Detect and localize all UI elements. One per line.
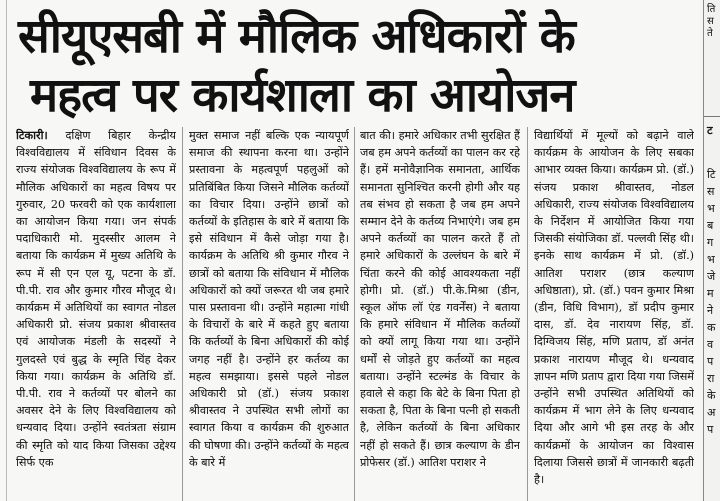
column-3-text: बात की। हमारे अधिकार तभी सुरक्षित हैं जब हम अपने कर्तव्यों का पालन कर रहे हैं। हमें मनोवैज्ञानिक समानता, आर्थिक समानता सुनिश्चित करनी होगी और यह तब संभव हो सकता है जब हम अपने सम्मान देने के कर्तव्य निभाएंगे। जब हम अपने कर्तव्यों का पालन करते हैं तो हमारे अधिकारों के उल्लंघन के बारे में चिंता करने की कोई आवश्यकता नहीं होगी। प्रो. (डॉ.) पी.के.मिश्रा (डीन, स्कूल ऑफ लॉ एंड गवर्नेंस) ने बताया कि हमारे संविधान में मौलिक कर्तव्यों को क्यों लागू किया गया था। उन्होंने धर्मों से जोड़ते हुए कर्तव्यों का महत्व बताया। उन्होंने स्टल्मंड के विचार के हवाले से कहा कि बेटे के बिना पिता हो सकता है, पिता के बिना पत्नी हो सकती है, लेकिन कर्तव्यों के बिना अधिकार नहीं हो सकते हैं। छात्र कल्याण के डीन प्रोफेसर (डॉ.) आतिश पराशर ने — [360, 129, 520, 469]
adjacent-divider — [704, 116, 720, 117]
adjacent-heading: ट — [707, 124, 713, 137]
adjacent-body-line: के — [707, 389, 716, 402]
adjacent-body-line: रा — [707, 372, 715, 385]
adjacent-body-line: म — [707, 287, 714, 300]
page-left-edge — [0, 0, 7, 501]
column-divider — [354, 127, 355, 501]
article-column-4 — [534, 127, 694, 501]
adjacent-body-line: ने — [707, 304, 714, 317]
adjacent-body-line: व — [707, 338, 714, 351]
article-column-2 — [189, 127, 349, 501]
column-2-text: मुक्त समाज नहीं बल्कि एक न्यायपूर्ण समाज की स्थापना करना था। उन्होंने प्रस्तावना के महत्वपूर्ण पहलुओं को प्रतिबिंबित किया जिसने मौलिक कर्तव्यों का विचार दिया। उन्होंने छात्रों को कर्तव्यों के इतिहास के बारे में बताया कि इसे संविधान में कैसे जोड़ा गया है। कार्यक्रम के अतिथि श्री कुमार गौरव ने छात्रों को बताया कि संविधान में मौलिक अधिकारों को क्यों जरूरत थी जब हमारे पास प्रस्तावना थी। उन्होंने महात्मा गांधी के विचारों के बारे में कहते हुए बताया कि कर्तव्यों के बिना अधिकारों की कोई जगह नहीं है। उन्होंने हर कर्तव्य का महत्व समझाया। इससे पहले नोडल अधिकारी प्रो (डॉ.) संजय प्रकाश श्रीवास्तव ने उपस्थित सभी लोगों का स्वागत किया व कार्यक्रम की शुरुआत की घोषणा की। उन्होंने कर्तव्यों के महत्व के बारे में — [189, 129, 349, 469]
adjacent-body-line: जे — [707, 270, 716, 283]
adjacent-body-line: प — [707, 423, 714, 436]
adjacent-top-fragment — [707, 4, 720, 40]
article-body — [16, 127, 698, 501]
adjacent-body-fragment — [707, 166, 720, 438]
column-4-text: विद्यार्थियों में मूल्यों को बढ़ाने वाले कार्यक्रम के आयोजन के लिए सबका आभार व्यक्त किया। कार्यक्रम प्रो. (डॉ.) संजय प्रकाश श्रीवास्तव, नोडल अधिकारी, राज्य संयोजक विश्वविद्यालय के निर्देशन में आयोजित किया गया जिसकी संयोजिका डॉ. पल्लवी सिंह थी। इनके साथ कार्यक्रम में प्रो. (डॉ.) आतिश पराशर (छात्र कल्याण अधिष्ठाता), प्रो. (डॉ.) पवन कुमार मिश्रा (डीन, विधि विभाग), डॉ प्रदीप कुमार दास, डॉ. देव नारायण सिंह, डॉ. दिग्विजय सिंह, मणि प्रताप, डॉ अनंत प्रकाश नारायण मौजूद थे। धन्यवाद ज्ञापन मणि प्रताप द्वारा दिया गया जिसमें उन्होंने सभी उपस्थित अतिथियों को कार्यक्रम में भाग लेने के लिए धन्यवाद दिया और आगे भी इस तरह के और कार्यक्रमों के आयोजन का विश्वास दिलाया जिससे छात्रों में जानकारी बढ़ती है। — [534, 129, 694, 487]
adjacent-body-line: प — [707, 355, 714, 368]
headline-line-1: सीयूएसबी में मौलिक अधिकारों के — [18, 9, 575, 64]
column-divider — [527, 127, 528, 501]
adjacent-body-line: क — [707, 321, 716, 334]
adjacent-body-line: भ — [707, 202, 715, 215]
adjacent-body-line: स — [707, 185, 715, 198]
article-column-3 — [360, 127, 520, 501]
headline-line-2: महत्व पर कार्यशाला का आयोजन — [30, 68, 575, 123]
adjacent-body-line: भ — [707, 253, 715, 266]
adjacent-article-strip — [703, 0, 720, 501]
adjacent-top-line: ते — [707, 28, 713, 39]
adjacent-body-line: टि — [707, 168, 716, 181]
adjacent-top-line: स — [707, 16, 714, 27]
column-1-text: दक्षिण बिहार केन्द्रीय विश्वविद्यालय में संविधान दिवस के राज्य संयोजक विश्वविद्यालय के रूप में मौलिक अधिकारों का महत्व विषय पर गुरुवार, 20 फरवरी को एक कार्यशाला का आयोजन किया गया। जन संपर्क पदाधिकारी मो. मुदस्सीर आलम ने बताया कि कार्यक्रम में मुख्य अतिथि के रूप में सी एन एल यू, पटना के डॉ. पी.पी. राव और कुमार गौरव मौजूद थे। कार्यक्रम में अतिथियों का स्वागत नोडल अधिकारी प्रो. संजय प्रकाश श्रीवास्तव एवं आयोजक मंडली के सदस्यों ने गुलदस्ते एवं बुद्ध के स्मृति चिंह देकर किया गया। कार्यक्रम के अतिथि डॉ. पी.पी. राव ने कर्तव्यों पर बोलने का अवसर देने के लिए विश्वविद्यालय को धन्यवाद दिया। उन्होंने स्वतंत्रता संग्राम की स्मृति को याद किया जिसका उद्देश्य सिर्फ एक — [16, 129, 176, 469]
adjacent-body-line: अ — [707, 406, 716, 419]
dateline: टिकारी। — [16, 128, 48, 142]
adjacent-body-line: ब — [707, 219, 714, 232]
article-column-1 — [16, 127, 176, 501]
adjacent-body-line: ग — [707, 236, 714, 249]
column-divider — [182, 127, 183, 501]
adjacent-top-line: ति — [707, 4, 716, 15]
